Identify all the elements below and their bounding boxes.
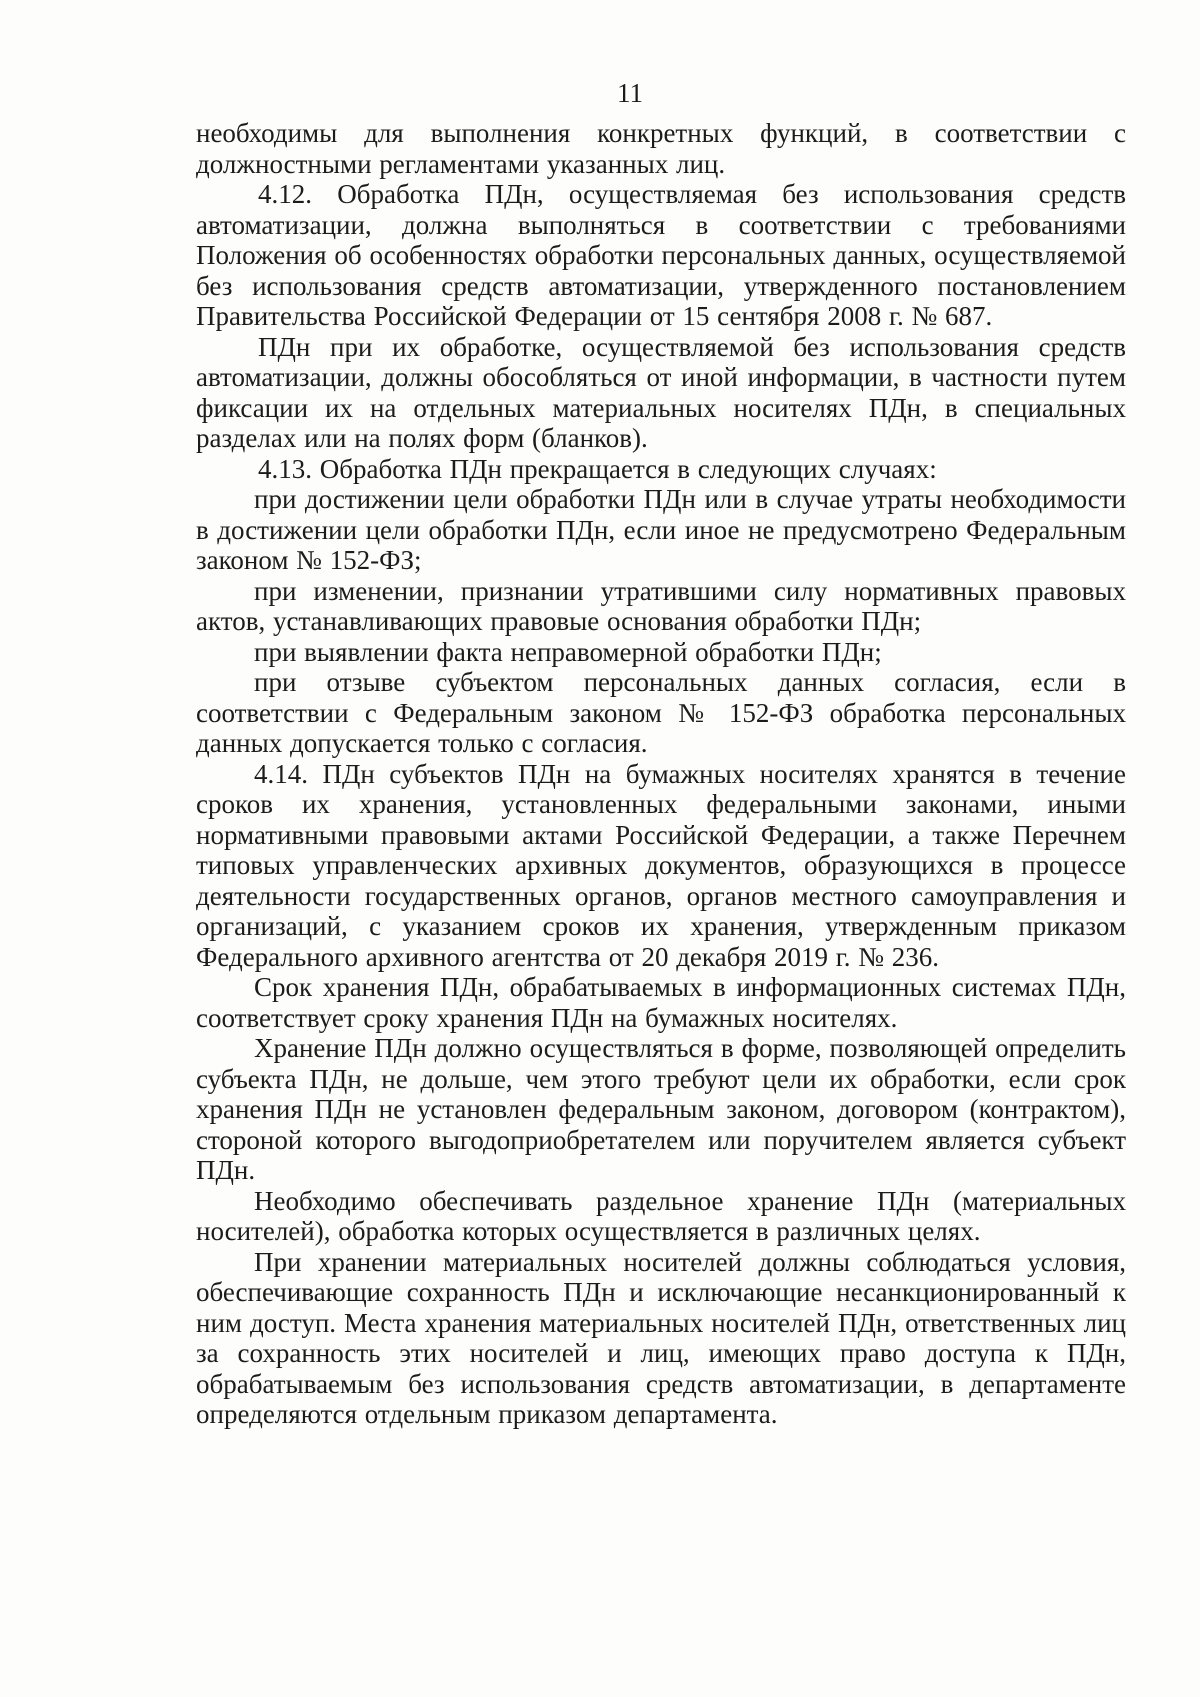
- paragraph-continuation: необходимы для выполнения конкретных функций, в соответствии с должностными регламентами указанных лиц.: [196, 118, 1126, 179]
- list-item-acts-changed: при изменении, признании утратившими силу нормативных правовых актов, устанавливающих правовые основания обработки ПДн;: [196, 575, 1126, 636]
- paragraph-4-14: 4.14. ПДн субъектов ПДн на бумажных носителях хранятся в течение сроков их хранения, установленных федеральными законами, иными нормативными правовыми актами Российской Федерации, а также Перечнем типовых управленческих архивных документов, образующихся в процессе деятельности государственных органов, органов местного самоуправления и организаций, с указанием сроков их хранения, утвержденным приказом Федерального архивного агентства от 20 декабря 2019 г. № 236.: [196, 758, 1126, 972]
- paragraph-4-13: 4.13. Обработка ПДн прекращается в следующих случаях:: [258, 453, 937, 484]
- list-item-consent-withdrawn: при отзыве субъектом персональных данных согласия, если в соответствии с Федеральным законом № 152-ФЗ обработка персональных данных допускается только с согласия.: [196, 667, 1126, 758]
- list-item-unlawful-processing: при выявлении факта неправомерной обработки ПДн;: [254, 636, 882, 667]
- document-body: [196, 118, 1126, 1430]
- paragraph-storage-conditions: При хранении материальных носителей должны соблюдаться условия, обеспечивающие сохранность ПДн и исключающие несанкционированный к ним доступ. Места хранения материальных носителей ПДн, ответственных лиц за сохранность этих носителей и лиц, имеющих право доступа к ПДн, обрабатываемым без использования средств автоматизации, в департаменте определяются отдельным приказом департамента.: [196, 1246, 1126, 1429]
- paragraph-separate-storage: Необходимо обеспечивать раздельное хранение ПДн (материальных носителей), обработка которых осуществляется в различных целях.: [196, 1185, 1126, 1246]
- paragraph-non-automated-separation: ПДн при их обработке, осуществляемой без использования средств автоматизации, должны обособляться от иной информации, в частности путем фиксации их на отдельных материальных носителях ПДн, в специальных разделах или на полях форм (бланков).: [196, 331, 1126, 453]
- list-item-goal-achieved: при достижении цели обработки ПДн или в случае утраты необходимости в достижении цели обработки ПДн, если иное не предусмотрено Федеральным законом № 152-ФЗ;: [196, 484, 1126, 575]
- paragraph-4-12: 4.12. Обработка ПДн, осуществляемая без использования средств автоматизации, должна выполняться в соответствии с требованиями Положения об особенностях обработки персональных данных, осуществляемой без использования средств автоматизации, утвержденного постановлением Правительства Российской Федерации от 15 сентября 2008 г. № 687.: [196, 179, 1126, 331]
- paragraph-storage-term: Срок хранения ПДн, обрабатываемых в информационных системах ПДн, соответствует сроку хранения ПДн на бумажных носителях.: [196, 972, 1126, 1033]
- paragraph-storage-form: Хранение ПДн должно осуществляться в форме, позволяющей определить субъекта ПДн, не дольше, чем этого требуют цели их обработки, если срок хранения ПДн не установлен федеральным законом, договором (контрактом), стороной которого выгодоприобретателем или поручителем является субъект ПДн.: [196, 1033, 1126, 1185]
- page-number: 11: [617, 78, 643, 108]
